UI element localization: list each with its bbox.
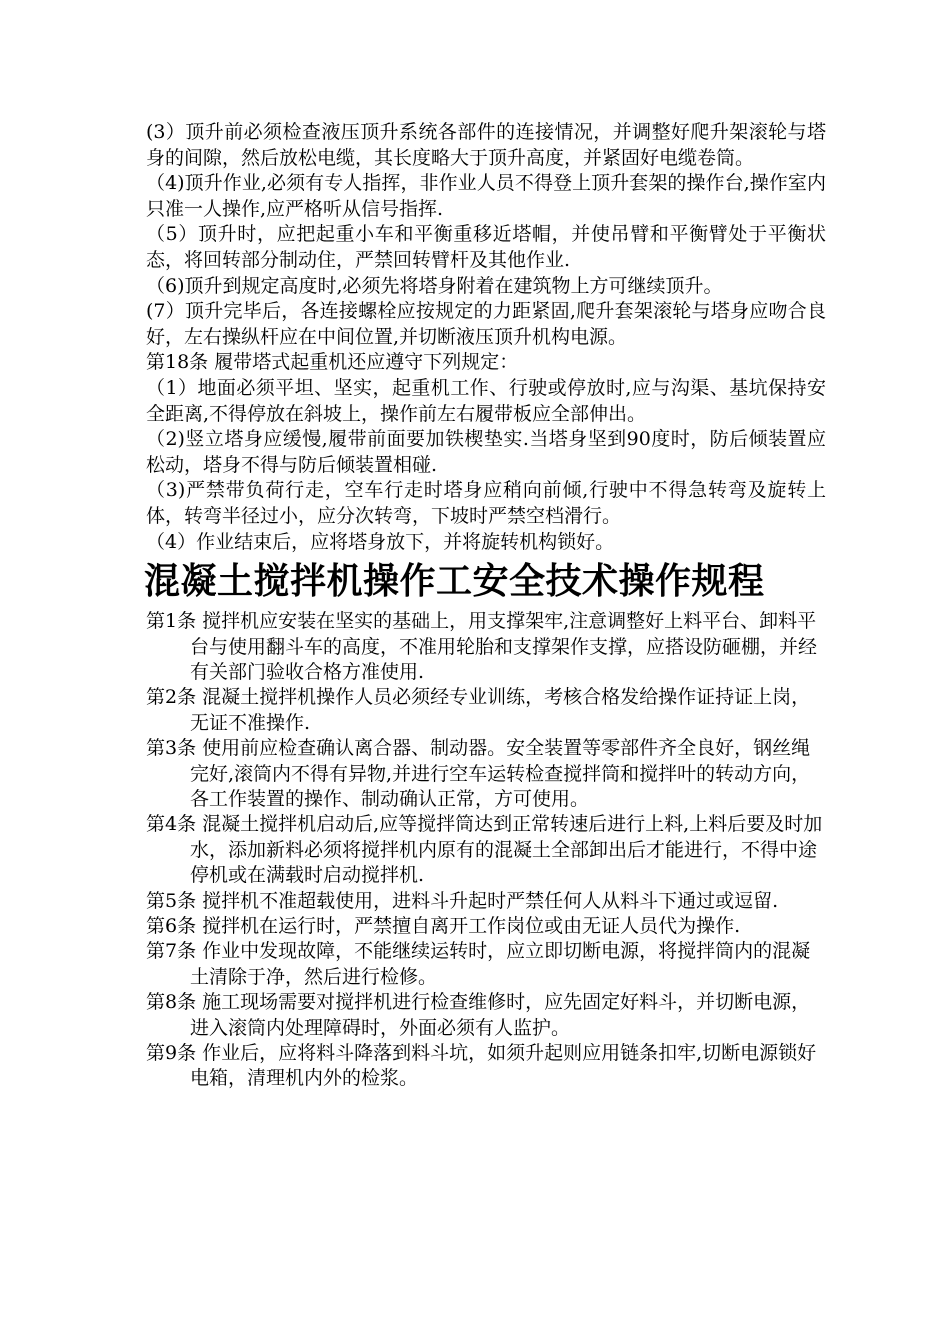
paragraph-jacking-complete: (7）顶升完毕后，各连接螺栓应按规定的力距紧固,爬升套架滚轮与塔身应吻合良好，左右操纵杆应在中间位置,并切断液压顶升机构电源。	[146, 300, 826, 348]
article-item: 第4条 混凝土搅拌机启动后,应等搅拌筒达到正常转速后进行上料,上料后要及时加水，添加新料必须将搅拌机内原有的混凝土全部卸出后才能进行，不得中途停机或在满载时启动搅拌机.	[146, 813, 823, 887]
document-page	[146, 120, 826, 1092]
section-mixer-rules	[146, 609, 826, 1092]
paragraph-jacking-operation: （4)顶升作业,必须有专人指挥，非作业人员不得登上顶升套架的操作台,操作室内只准一人操作,应严格听从信号指挥.	[146, 172, 826, 220]
paragraph-jacking-check: (3）顶升前必须检查液压顶升系统各部件的连接情况，并调整好爬升架滚轮与塔身的间隙，然后放松电缆，其长度略大于顶升高度，并紧固好电缆卷筒。	[146, 121, 826, 169]
paragraph-jacking-height: （6)顶升到规定高度时,必须先将塔身附着在建筑物上方可继续顶升。	[146, 274, 723, 297]
article-item: 第8条 施工现场需要对搅拌机进行检查维修时，应先固定好料斗，并切断电源，进入滚筒内处理障碍时，外面必须有人监护。	[146, 991, 811, 1039]
article-18-heading: 第18条 履带塔式起重机还应遵守下列规定：	[146, 351, 519, 374]
paragraph-crawler-travel: （3)严禁带负荷行走，空车行走时塔身应稍向前倾,行驶中不得急转弯及旋转上体，转弯半径过小，应分次转弯，下坡时严禁空档滑行。	[146, 479, 826, 527]
article-item: 第2条 混凝土搅拌机操作人员必须经专业训练，考核合格发给操作证持证上岗，无证不准操作.	[146, 686, 811, 734]
section-title: 混凝土搅拌机操作工安全技术操作规程	[144, 561, 765, 603]
article-item: 第9条 作业后，应将料斗降落到料斗坑，如须升起则应用链条扣牢,切断电源锁好电箱，清理机内外的检浆。	[146, 1042, 817, 1090]
section-tower-crane-rules	[146, 120, 826, 555]
paragraph-crawler-ground: （1）地面必须平坦、坚实，起重机工作、行驶或停放时,应与沟渠、基坑保持安全距离,不得停放在斜坡上，操作前左右履带板应全部伸出。	[146, 376, 826, 425]
paragraph-crawler-erect: （2)竖立塔身应缓慢,履带前面要加铁楔垫实.当塔身坚到90度时，防后倾装置应松动，塔身不得与防后倾装置相碰.	[146, 428, 826, 476]
article-item: 第3条 使用前应检查确认离合器、制动器。安全装置等零部件齐全良好，钢丝绳完好,滚筒内不得有异物,并进行空车运转检查搅拌筒和搅拌叶的转动方向，各工作装置的操作、制动确认正常，方可使用。	[146, 737, 811, 810]
article-item: 第7条 作业中发现故障，不能继续运转时，应立即切断电源，将搅拌筒内的混凝土清除于净，然后进行检修。	[146, 940, 811, 988]
article-item: 第6条 搅拌机在运行时，严禁擅自离开工作岗位或由无证人员代为操作.	[146, 914, 741, 937]
article-item: 第5条 搅拌机不准超载使用，进料斗升起时严禁任何人从料斗下通过或逗留.	[146, 889, 779, 912]
article-item: 第1条 搅拌机应安装在坚实的基础上，用支撑架牢,注意调整好上料平台、卸料平台与使用翻斗车的高度，不准用轮胎和支撑架作支撑，应搭设防砸棚，并经有关部门验收合格方准使用.	[146, 610, 818, 683]
paragraph-crawler-finish: （4）作业结束后，应将塔身放下，并将旋转机构锁好。	[146, 530, 615, 553]
paragraph-jacking-balance: （5）顶升时，应把起重小车和平衡重移近塔帽，并使吊臂和平衡臂处于平衡状态，将回转部分制动住，严禁回转臂杆及其他作业.	[146, 223, 826, 271]
